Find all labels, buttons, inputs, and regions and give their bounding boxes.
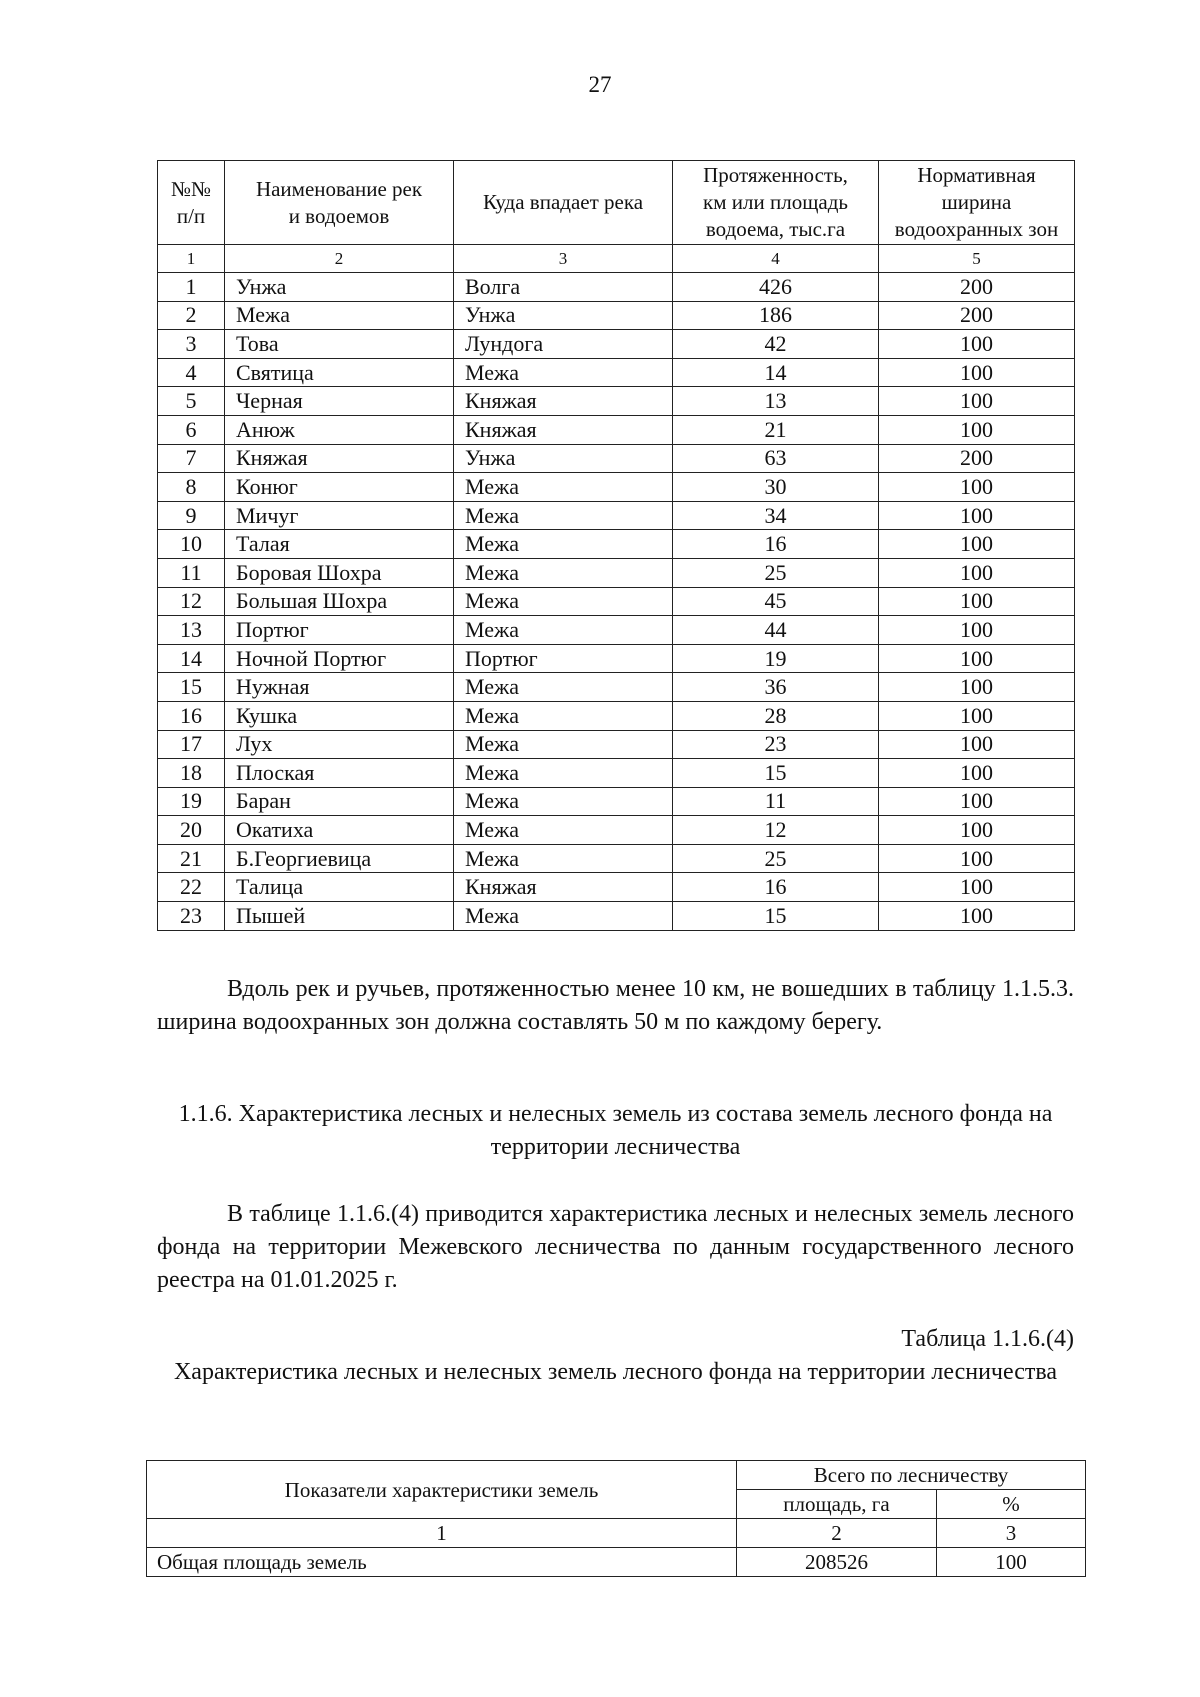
- zone-width: 100: [879, 787, 1075, 816]
- header-total: Всего по лесничеству: [737, 1461, 1086, 1490]
- river-name: Унжа: [225, 273, 454, 302]
- lands-header-row-1: [147, 1461, 1086, 1490]
- rivers-table-body: [158, 273, 1075, 931]
- table-row: [158, 387, 1075, 416]
- river-length: 45: [673, 587, 879, 616]
- river-length: 12: [673, 816, 879, 845]
- section-heading: 1.1.6. Характеристика лесных и нелесных земель из состава земель лесного фонда на территории лесничества: [178, 1101, 1053, 1160]
- table-row: [158, 587, 1075, 616]
- river-mouth: Межа: [454, 530, 673, 559]
- river-mouth: Межа: [454, 616, 673, 645]
- river-name: Боровая Шохра: [225, 558, 454, 587]
- river-number: 9: [158, 501, 225, 530]
- table-row: [158, 816, 1075, 845]
- header-area: площадь, га: [737, 1490, 937, 1519]
- river-length: 426: [673, 273, 879, 302]
- index-cell: 2: [225, 245, 454, 273]
- index-cell: 5: [879, 245, 1075, 273]
- river-number: 15: [158, 673, 225, 702]
- river-mouth: Княжая: [454, 387, 673, 416]
- rivers-index-row: [158, 245, 1075, 273]
- table-row: [158, 273, 1075, 302]
- zone-width: 100: [879, 358, 1075, 387]
- zone-width: 100: [879, 759, 1075, 788]
- river-number: 11: [158, 558, 225, 587]
- river-length: 28: [673, 701, 879, 730]
- river-name: Баран: [225, 787, 454, 816]
- river-name: Талица: [225, 873, 454, 902]
- river-name: Большая Шохра: [225, 587, 454, 616]
- lands-table: [146, 1460, 1086, 1577]
- table-row: [158, 501, 1075, 530]
- river-name: Мичуг: [225, 501, 454, 530]
- river-number: 3: [158, 330, 225, 359]
- rivers-table: [157, 160, 1075, 931]
- river-number: 17: [158, 730, 225, 759]
- index-cell: 2: [737, 1519, 937, 1548]
- river-name: Черная: [225, 387, 454, 416]
- river-number: 20: [158, 816, 225, 845]
- river-number: 22: [158, 873, 225, 902]
- river-number: 16: [158, 701, 225, 730]
- zone-width: 100: [879, 330, 1075, 359]
- river-mouth: Портюг: [454, 644, 673, 673]
- river-length: 42: [673, 330, 879, 359]
- zone-width: 100: [879, 415, 1075, 444]
- rivers-header-row: [158, 161, 1075, 245]
- river-mouth: Княжая: [454, 873, 673, 902]
- zone-width: 100: [879, 501, 1075, 530]
- river-length: 21: [673, 415, 879, 444]
- river-number: 23: [158, 902, 225, 931]
- river-mouth: Межа: [454, 358, 673, 387]
- table-row: [158, 759, 1075, 788]
- river-name: Пышей: [225, 902, 454, 931]
- river-mouth: Межа: [454, 587, 673, 616]
- land-area: 208526: [737, 1548, 937, 1577]
- index-cell: 3: [937, 1519, 1086, 1548]
- table-row: [158, 330, 1075, 359]
- river-length: 15: [673, 902, 879, 931]
- river-mouth: Межа: [454, 730, 673, 759]
- river-number: 13: [158, 616, 225, 645]
- river-number: 19: [158, 787, 225, 816]
- river-number: 21: [158, 844, 225, 873]
- table-row: [158, 873, 1075, 902]
- zone-width: 200: [879, 444, 1075, 473]
- table-row: [158, 301, 1075, 330]
- river-mouth: Межа: [454, 558, 673, 587]
- river-length: 30: [673, 473, 879, 502]
- index-cell: 1: [158, 245, 225, 273]
- river-number: 12: [158, 587, 225, 616]
- table-row: [158, 730, 1075, 759]
- header-percent: %: [937, 1490, 1086, 1519]
- table-label: Таблица 1.1.6.(4): [901, 1326, 1074, 1352]
- table-row: [158, 844, 1075, 873]
- zone-width: 100: [879, 701, 1075, 730]
- river-mouth: Межа: [454, 902, 673, 931]
- river-name: Святица: [225, 358, 454, 387]
- zone-width: 100: [879, 473, 1075, 502]
- table-row: [158, 644, 1075, 673]
- river-length: 15: [673, 759, 879, 788]
- river-mouth: Княжая: [454, 415, 673, 444]
- river-length: 19: [673, 644, 879, 673]
- zone-width: 100: [879, 530, 1075, 559]
- river-mouth: Межа: [454, 473, 673, 502]
- river-mouth: Межа: [454, 759, 673, 788]
- river-name: Княжая: [225, 444, 454, 473]
- table-row: [158, 701, 1075, 730]
- river-name: Талая: [225, 530, 454, 559]
- river-mouth: Унжа: [454, 444, 673, 473]
- river-name: Ночной Портюг: [225, 644, 454, 673]
- index-cell: 4: [673, 245, 879, 273]
- river-name: Портюг: [225, 616, 454, 645]
- river-name: Кушка: [225, 701, 454, 730]
- river-mouth: Межа: [454, 787, 673, 816]
- river-number: 2: [158, 301, 225, 330]
- land-indicator: Общая площадь земель: [147, 1548, 737, 1577]
- table-row: [158, 444, 1075, 473]
- river-length: 36: [673, 673, 879, 702]
- river-name: Плоская: [225, 759, 454, 788]
- zone-width: 100: [879, 387, 1075, 416]
- table-title: Характеристика лесных и нелесных земель лесного фонда на территории лесничества: [173, 1359, 1058, 1385]
- land-percent: 100: [937, 1548, 1086, 1577]
- index-cell: 3: [454, 245, 673, 273]
- river-length: 14: [673, 358, 879, 387]
- river-length: 25: [673, 558, 879, 587]
- river-length: 44: [673, 616, 879, 645]
- river-mouth: Лундога: [454, 330, 673, 359]
- zone-width: 100: [879, 730, 1075, 759]
- river-number: 14: [158, 644, 225, 673]
- zone-width: 200: [879, 273, 1075, 302]
- zone-width: 100: [879, 873, 1075, 902]
- page-number: 27: [588, 72, 612, 97]
- table-row: [158, 358, 1075, 387]
- river-length: 23: [673, 730, 879, 759]
- lands-index-row: [147, 1519, 1086, 1548]
- header-flows-into: Куда впадает река: [454, 161, 673, 245]
- index-cell: 1: [147, 1519, 737, 1548]
- river-name: Нужная: [225, 673, 454, 702]
- river-mouth: Межа: [454, 701, 673, 730]
- river-length: 186: [673, 301, 879, 330]
- river-mouth: Межа: [454, 844, 673, 873]
- river-name: Межа: [225, 301, 454, 330]
- zone-width: 100: [879, 587, 1075, 616]
- table-row: [158, 673, 1075, 702]
- header-river-name: Наименование рек и водоемов: [225, 161, 454, 245]
- river-name: Анюж: [225, 415, 454, 444]
- table-row: [158, 616, 1075, 645]
- paragraph-small-rivers: Вдоль рек и ручьев, протяженностью менее 10 км, не вошедших в таблицу 1.1.5.3. ширина водоохранных зон должна составлять 50 м по каждому берегу.: [157, 976, 1074, 1035]
- table-row: [158, 558, 1075, 587]
- river-mouth: Волга: [454, 273, 673, 302]
- river-name: Б.Георгиевица: [225, 844, 454, 873]
- table-row: [158, 530, 1075, 559]
- river-length: 11: [673, 787, 879, 816]
- table-row: [158, 415, 1075, 444]
- river-mouth: Унжа: [454, 301, 673, 330]
- zone-width: 100: [879, 644, 1075, 673]
- river-name: Окатиха: [225, 816, 454, 845]
- river-mouth: Межа: [454, 816, 673, 845]
- river-length: 13: [673, 387, 879, 416]
- header-indicators: Показатели характеристики земель: [147, 1461, 737, 1519]
- river-length: 16: [673, 530, 879, 559]
- river-number: 8: [158, 473, 225, 502]
- zone-width: 100: [879, 902, 1075, 931]
- river-length: 16: [673, 873, 879, 902]
- river-number: 7: [158, 444, 225, 473]
- river-length: 25: [673, 844, 879, 873]
- river-length: 34: [673, 501, 879, 530]
- river-number: 10: [158, 530, 225, 559]
- paragraph-table-intro: В таблице 1.1.6.(4) приводится характеристика лесных и нелесных земель лесного фонда на территории Межевского лесничества по данным государственного лесного реестра на 01.01.2025 г.: [157, 1201, 1074, 1293]
- header-length: Протяженность, км или площадь водоема, тыс.га: [673, 161, 879, 245]
- header-number: №№ п/п: [158, 161, 225, 245]
- river-number: 1: [158, 273, 225, 302]
- river-name: Лух: [225, 730, 454, 759]
- river-length: 63: [673, 444, 879, 473]
- zone-width: 100: [879, 816, 1075, 845]
- river-number: 6: [158, 415, 225, 444]
- zone-width: 100: [879, 673, 1075, 702]
- river-mouth: Межа: [454, 501, 673, 530]
- river-name: Това: [225, 330, 454, 359]
- table-row: [158, 787, 1075, 816]
- zone-width: 100: [879, 844, 1075, 873]
- table-row: [158, 902, 1075, 931]
- river-number: 4: [158, 358, 225, 387]
- header-zone-width: Нормативная ширина водоохранных зон: [879, 161, 1075, 245]
- river-number: 18: [158, 759, 225, 788]
- river-mouth: Межа: [454, 673, 673, 702]
- zone-width: 100: [879, 616, 1075, 645]
- zone-width: 100: [879, 558, 1075, 587]
- river-number: 5: [158, 387, 225, 416]
- zone-width: 200: [879, 301, 1075, 330]
- river-name: Конюг: [225, 473, 454, 502]
- table-row: [158, 473, 1075, 502]
- lands-row-total: [147, 1548, 1086, 1577]
